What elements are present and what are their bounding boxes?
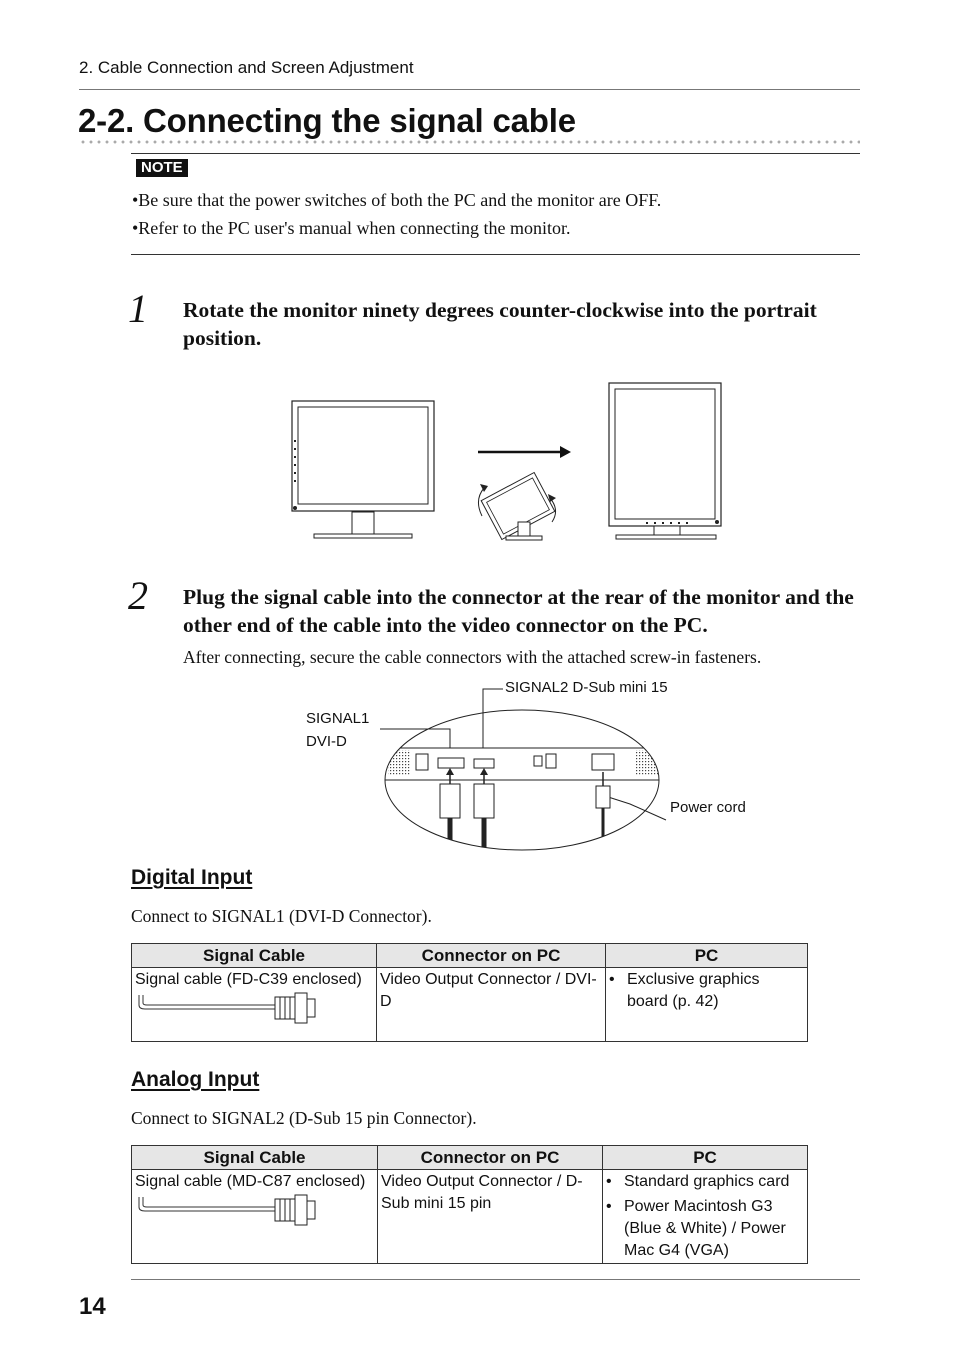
page-number: 14 [79,1293,106,1320]
step-2-subtext: After connecting, secure the cable connectors with the attached screw-in fasteners. [183,647,762,667]
rotation-illustration [280,378,730,548]
digital-cable-name: Signal cable (FD-C39 enclosed) [135,971,362,988]
rotate-arrow [478,446,571,458]
header-signal-cable: Signal Cable [132,1146,378,1170]
analog-pc-item: • Power Macintosh G3 (Blue & White) / Power Mac G4 (VGA) [606,1196,804,1262]
analog-connector-cell: Video Output Connector / D-Sub mini 15 pin [378,1170,603,1264]
analog-cable-cell [132,1170,378,1264]
note-badge: NOTE [136,159,188,177]
digital-input-heading: Digital Input [131,866,253,889]
digital-connector-cell: Video Output Connector / DVI-D [377,968,606,1042]
tilting-monitor [478,472,556,540]
note-line-2: •Refer to the PC user's manual when connecting the monitor. [132,218,571,238]
signal2-label: SIGNAL2 D-Sub mini 15 [505,679,668,696]
signal1-label: SIGNAL1 [306,710,370,727]
power-cord-label: Power cord [670,799,746,816]
step-1-text: Rotate the monitor ninety degrees counter-clockwise into the portrait position. [183,298,817,350]
header-pc: PC [603,1146,808,1170]
footer-rule [131,1279,860,1280]
digital-input-table [131,943,808,1042]
header-connector: Connector on PC [378,1146,603,1170]
header-connector: Connector on PC [377,944,606,968]
analog-input-table [131,1145,808,1264]
note-bottom-rule [131,254,860,255]
header-signal-cable: Signal Cable [132,944,377,968]
analog-input-intro: Connect to SIGNAL2 (D-Sub 15 pin Connector). [131,1108,477,1128]
step-1-number: 1 [128,286,148,331]
digital-pc-item: • Exclusive graphics board (p. 42) [609,969,804,1013]
digital-pc-cell [606,968,808,1042]
analog-input-heading: Analog Input [131,1068,260,1091]
digital-cable-cell [132,968,377,1042]
running-header: 2. Cable Connection and Screen Adjustment [79,58,414,77]
title-dotted-rule [79,140,860,144]
analog-cable-name: Signal cable (MD-C87 enclosed) [135,1173,366,1190]
header-pc: PC [606,944,808,968]
landscape-monitor [292,401,434,538]
analog-pc-item: • Standard graphics card [606,1171,804,1193]
analog-pc-cell [603,1170,808,1264]
header-rule [79,89,860,90]
rear-panel-illustration [300,680,680,860]
page-title: 2-2. Connecting the signal cable [78,102,576,139]
digital-input-intro: Connect to SIGNAL1 (DVI-D Connector). [131,906,432,926]
step-2-text: Plug the signal cable into the connector at the rear of the monitor and the other end of the cable into the video connector on the PC. [183,585,854,637]
portrait-monitor [609,383,721,539]
dvi-d-label: DVI-D [306,733,347,750]
dsub-cable-icon [135,1193,320,1229]
step-2-number: 2 [128,573,148,618]
note-top-rule [131,153,860,154]
note-line-1: •Be sure that the power switches of both the PC and the monitor are OFF. [132,190,662,210]
dvi-cable-icon [135,991,320,1027]
